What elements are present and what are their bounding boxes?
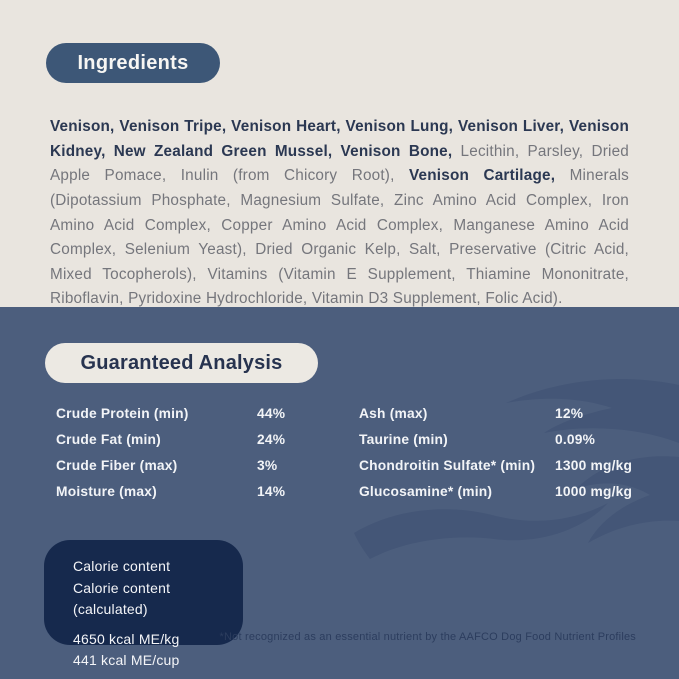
analysis-value: 24% [257, 431, 286, 447]
table-row [56, 400, 285, 426]
guaranteed-analysis-heading-pill [45, 343, 318, 383]
analysis-value: 1300 mg/kg [555, 457, 633, 473]
table-row [56, 478, 285, 504]
ingredients-segment: Lecithin, Parsley, Dried Apple Pomace, Inulin (from Chicory Root), [50, 142, 630, 185]
calorie-kcal-per-kg: 4650 kcal ME/kg [73, 630, 180, 647]
analysis-label: Ash (max) [359, 405, 428, 421]
analysis-label: Moisture (max) [56, 483, 157, 499]
analysis-value: 3% [257, 457, 278, 473]
analysis-value: 14% [257, 483, 286, 499]
calorie-title-calculated: Calorie content (calculated) [73, 579, 171, 617]
ingredients-paragraph [50, 115, 629, 312]
calorie-content-box [44, 540, 243, 668]
analysis-label: Chondroitin Sulfate* (min) [359, 457, 536, 473]
guaranteed-analysis-heading: Guaranteed Analysis [80, 351, 283, 374]
analysis-value: 0.09% [555, 431, 596, 447]
ingredients-heading: Ingredients [77, 51, 189, 74]
analysis-table-left [56, 400, 285, 504]
table-row [56, 426, 285, 452]
analysis-label: Taurine (min) [359, 431, 448, 447]
table-row [56, 452, 285, 478]
ingredients-segment: Venison Cartilage, [408, 167, 570, 185]
analysis-label: Crude Fiber (max) [56, 457, 178, 473]
calorie-kcal-per-cup: 441 kcal ME/cup [73, 652, 180, 668]
analysis-label: Crude Protein (min) [56, 405, 189, 421]
ingredients-segment: Venison, Venison Tripe, Venison Heart, Venison Lung, Venison Liver, Venison Kidney, New Zealand Green Mussel, Venison Bone, [50, 118, 629, 160]
aafco-footnote: *Not recognized as an essential nutrient by the AAFCO Dog Food Nutrient Profiles [219, 631, 636, 643]
table-row [359, 426, 632, 452]
analysis-label: Crude Fat (min) [56, 431, 161, 447]
ingredients-panel [0, 0, 679, 307]
ingredients-segment: Minerals (Dipotassium Phosphate, Magnesium Sulfate, Zinc Amino Acid Complex, Iron Amino Acid Complex, Copper Amino Acid Complex, Manganese Amino Acid Complex, Selenium Yeast), Dried Organic Kelp, Salt, Preservative (Citric Acid, Mixed Tocopherols), Vitamins (Vitamin E Supplement, Thiamine Mononitrate, Riboflavin, Pyridoxine Hydrochloride, Vitamin D3 Supplement, Folic Acid). [50, 167, 629, 308]
analysis-value: 12% [555, 405, 584, 421]
table-row [359, 452, 632, 478]
ingredients-heading-pill [46, 43, 220, 83]
analysis-table-right [359, 400, 632, 504]
analysis-value: 44% [257, 405, 286, 421]
guaranteed-analysis-panel [0, 307, 679, 679]
spacer [73, 621, 233, 629]
analysis-label: Glucosamine* (min) [359, 483, 493, 499]
analysis-value: 1000 mg/kg [555, 483, 633, 499]
table-row [359, 400, 632, 426]
calorie-title: Calorie content [73, 558, 171, 574]
table-row [359, 478, 632, 504]
